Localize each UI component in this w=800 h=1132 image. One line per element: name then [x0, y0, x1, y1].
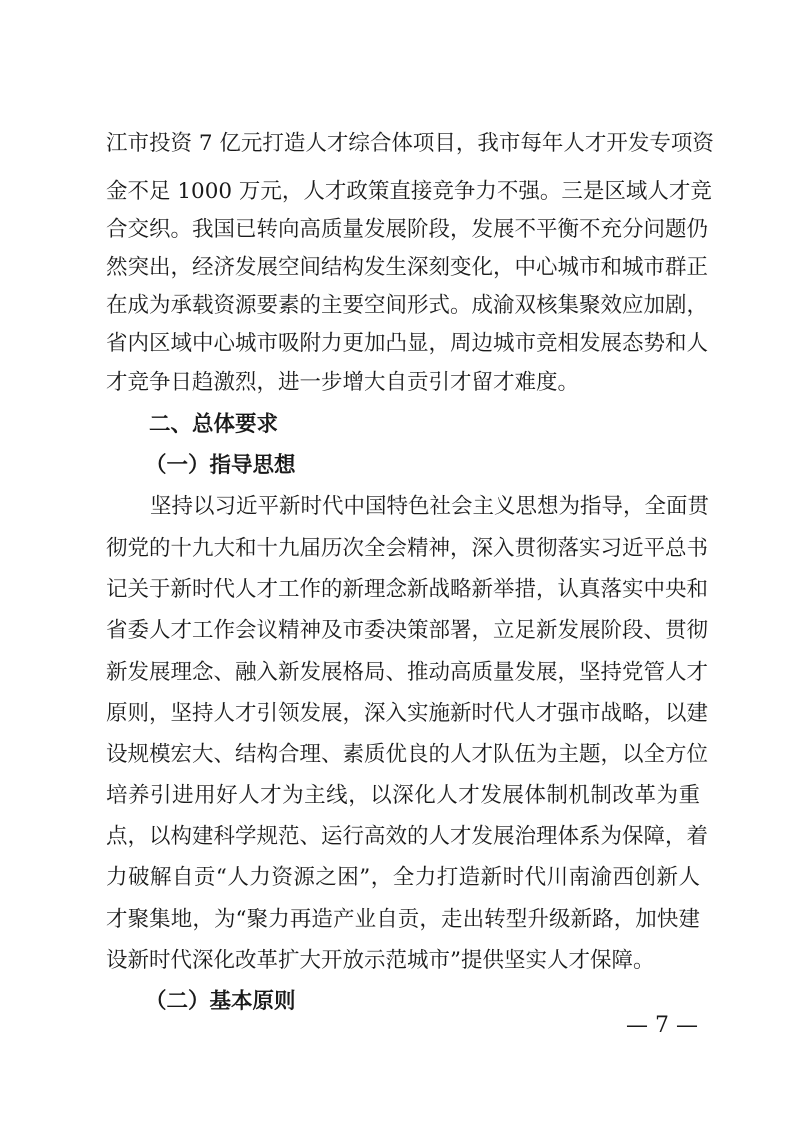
page-number: — 7 — [626, 1013, 698, 1038]
paragraph-2-line: 力破解自贡“人力资源之困”，全力打造新时代川南渝西创新人 [106, 865, 700, 890]
paragraph-2-line: 设规模宏大、结构合理、素质优良的人才队伍为主题，以全方位 [106, 742, 709, 767]
paragraph-1-line: 然突出，经济发展空间结构发生深刻变化，中心城市和城市群正 [106, 255, 709, 280]
paragraph-2-line: 培养引进用好人才为主线，以深化人才发展体制机制改革为重 [106, 783, 700, 808]
subsection-heading: （二）基本原则 [145, 989, 296, 1014]
paragraph-1-line: 江市投资 7 亿元打造人才综合体项目，我市每年人才开发专项资 [106, 131, 714, 156]
paragraph-2-line: 坚持以习近平新时代中国特色社会主义思想为指导，全面贯 [150, 494, 710, 519]
paragraph-2-line: 省委人才工作会议精神及市委决策部署，立足新发展阶段、贯彻 [106, 618, 709, 643]
paragraph-1-line: 在成为承载资源要素的主要空间形式。成渝双核集聚效应加剧， [106, 293, 709, 318]
subsection-heading: （一）指导思想 [145, 453, 296, 478]
paragraph-1-line: 才竞争日趋激烈，进一步增大自贡引才留才难度。 [106, 370, 580, 395]
paragraph-2-line: 新发展理念、融入新发展格局、推动高质量发展，坚持党管人才 [106, 660, 709, 685]
paragraph-2-line: 记关于新时代人才工作的新理念新战略新举措，认真落实中央和 [106, 577, 709, 602]
paragraph-2-line: 设新时代深化改革扩大开放示范城市”提供坚实人才保障。 [106, 948, 655, 973]
paragraph-2-line: 点，以构建科学规范、运行高效的人才发展治理体系为保障，着 [106, 824, 709, 849]
paragraph-2-line: 原则，坚持人才引领发展，深入实施新时代人才强市战略，以建 [106, 701, 709, 726]
paragraph-2-line: 才聚集地，为“聚力再造产业自贡，走出转型升级新路，加快建 [106, 907, 700, 932]
paragraph-1-line: 省内区域中心城市吸附力更加凸显，周边城市竞相发展态势和人 [106, 331, 709, 356]
section-heading: 二、总体要求 [149, 412, 279, 437]
paragraph-1-line: 金不足 1000 万元，人才政策直接竞争力不强。三是区域人才竞 [106, 179, 712, 204]
paragraph-2-line: 彻党的十九大和十九届历次全会精神，深入贯彻落实习近平总书 [106, 536, 709, 561]
paragraph-1-line: 合交织。我国已转向高质量发展阶段，发展不平衡不充分问题仍 [106, 217, 709, 242]
